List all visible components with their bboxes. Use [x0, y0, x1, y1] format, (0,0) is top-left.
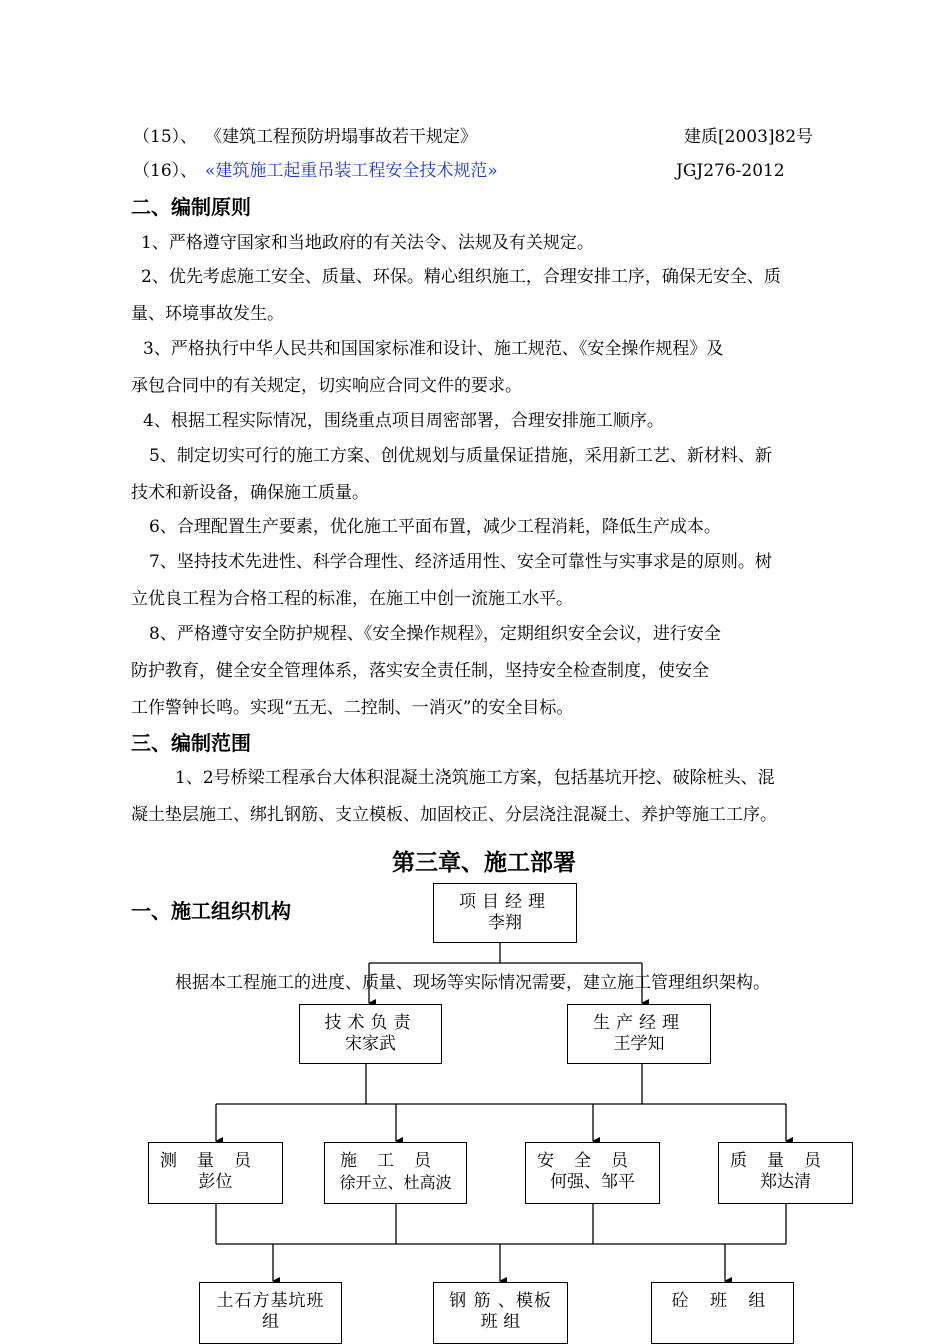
- scope-line: 凝土垫层施工、绑扎钢筋、支立模板、加固校正、分层浇注混凝土、养护等施工工序。: [131, 805, 777, 825]
- org-team-line: 班 组: [480, 1312, 521, 1332]
- org-role: 项目经理: [459, 892, 551, 912]
- org-name: 王学知: [613, 1034, 665, 1054]
- ref-16-code: JGJ276-2012: [676, 161, 785, 181]
- principle-line: 7、坚持技术先进性、科学合理性、经济适用性、安全可靠性与实事求是的原则。树: [149, 552, 772, 572]
- org-name: 宋家武: [345, 1034, 396, 1054]
- ref-15-number: （15）、: [133, 127, 198, 147]
- principle-line: 4、根据工程实际情况，围绕重点项目周密部署，合理安排施工顺序。: [143, 411, 664, 431]
- principle-line: 立优良工程为合格工程的标准，在施工中创一流施工水平。: [131, 589, 573, 609]
- principle-line: 6、合理配置生产要素，优化施工平面布置，减少工程消耗，降低生产成本。: [149, 517, 721, 537]
- org-team-line: 组: [262, 1312, 279, 1332]
- org-team-line: 钢 筋 、模板: [449, 1291, 552, 1311]
- org-name: 李翔: [488, 913, 522, 933]
- org-box-technical-lead: [299, 1004, 442, 1064]
- principle-line: 工作警钟长鸣。实现“五无、二控制、一消灭”的安全目标。: [131, 698, 574, 718]
- org-role: 生产经理: [593, 1013, 685, 1033]
- principle-line: 量、环境事故发生。: [131, 304, 284, 324]
- chapter-title: 第三章、施工部署: [392, 850, 576, 876]
- org-box-safety-officer: [525, 1142, 660, 1204]
- section-heading-scope: 三、编制范围: [131, 731, 251, 755]
- principle-line: 8、严格遵守安全防护规程、《安全操作规程》，定期组织安全会议，进行安全: [149, 624, 721, 644]
- org-box-earthwork-team: [199, 1282, 342, 1344]
- org-box-rebar-formwork-team: [433, 1282, 568, 1344]
- ref-15-title: 《建筑工程预防坍塌事故若干规定》: [205, 127, 477, 147]
- org-role: 施工员: [340, 1151, 451, 1171]
- org-box-construction-staff: [324, 1142, 467, 1204]
- org-role: 质量员: [730, 1151, 841, 1171]
- org-role: 测量员: [160, 1151, 271, 1171]
- org-team-line: 砼 班 组: [671, 1291, 774, 1311]
- org-name: 彭位: [198, 1172, 233, 1192]
- org-name: 何强、邹平: [550, 1172, 635, 1192]
- principle-line: 技术和新设备，确保施工质量。: [131, 483, 369, 503]
- principle-line: 5、制定切实可行的施工方案、创优规划与质量保证措施，采用新工艺、新材料、新: [149, 446, 772, 466]
- scope-line: 1、2号桥梁工程承台大体积混凝土浇筑施工方案，包括基坑开挖、破除桩头、混: [175, 768, 775, 788]
- org-role: 安全员: [537, 1151, 648, 1171]
- section-heading-principles: 二、编制原则: [131, 195, 251, 219]
- org-box-production-manager: [567, 1004, 711, 1064]
- principle-line: 1、严格遵守国家和当地政府的有关法令、法规及有关规定。: [141, 233, 594, 253]
- principle-line: 3、严格执行中华人民共和国国家标准和设计、施工规范、《安全操作规程》及: [143, 339, 724, 359]
- ref-16-number: （16）、: [133, 161, 198, 181]
- org-name: 郑达清: [760, 1172, 811, 1192]
- org-team-line: 土石方基坑班: [216, 1291, 325, 1311]
- principle-line: 2、优先考虑施工安全、质量、环保。精心组织施工，合理安排工序，确保无安全、质: [141, 267, 781, 287]
- org-box-surveyor: [148, 1142, 283, 1204]
- org-name: 徐开立、杜高波: [339, 1173, 452, 1192]
- org-intro-text: 根据本工程施工的进度、质量、现场等实际情况需要，建立施工管理组织架构。: [175, 973, 770, 993]
- ref-16-title: «建筑施工起重吊装工程安全技术规范»: [205, 161, 498, 181]
- principle-line: 承包合同中的有关规定，切实响应合同文件的要求。: [131, 376, 522, 396]
- org-box-concrete-team: [651, 1282, 794, 1344]
- org-box-quality-officer: [718, 1142, 853, 1204]
- org-box-project-manager: [433, 883, 577, 943]
- ref-15-code: 建质[2003]82号: [684, 127, 814, 147]
- section-heading-org: 一、施工组织机构: [131, 899, 291, 923]
- org-role: 技术负责: [324, 1013, 417, 1033]
- principle-line: 防护教育，健全安全管理体系，落实安全责任制，坚持安全检查制度，使安全: [131, 661, 709, 681]
